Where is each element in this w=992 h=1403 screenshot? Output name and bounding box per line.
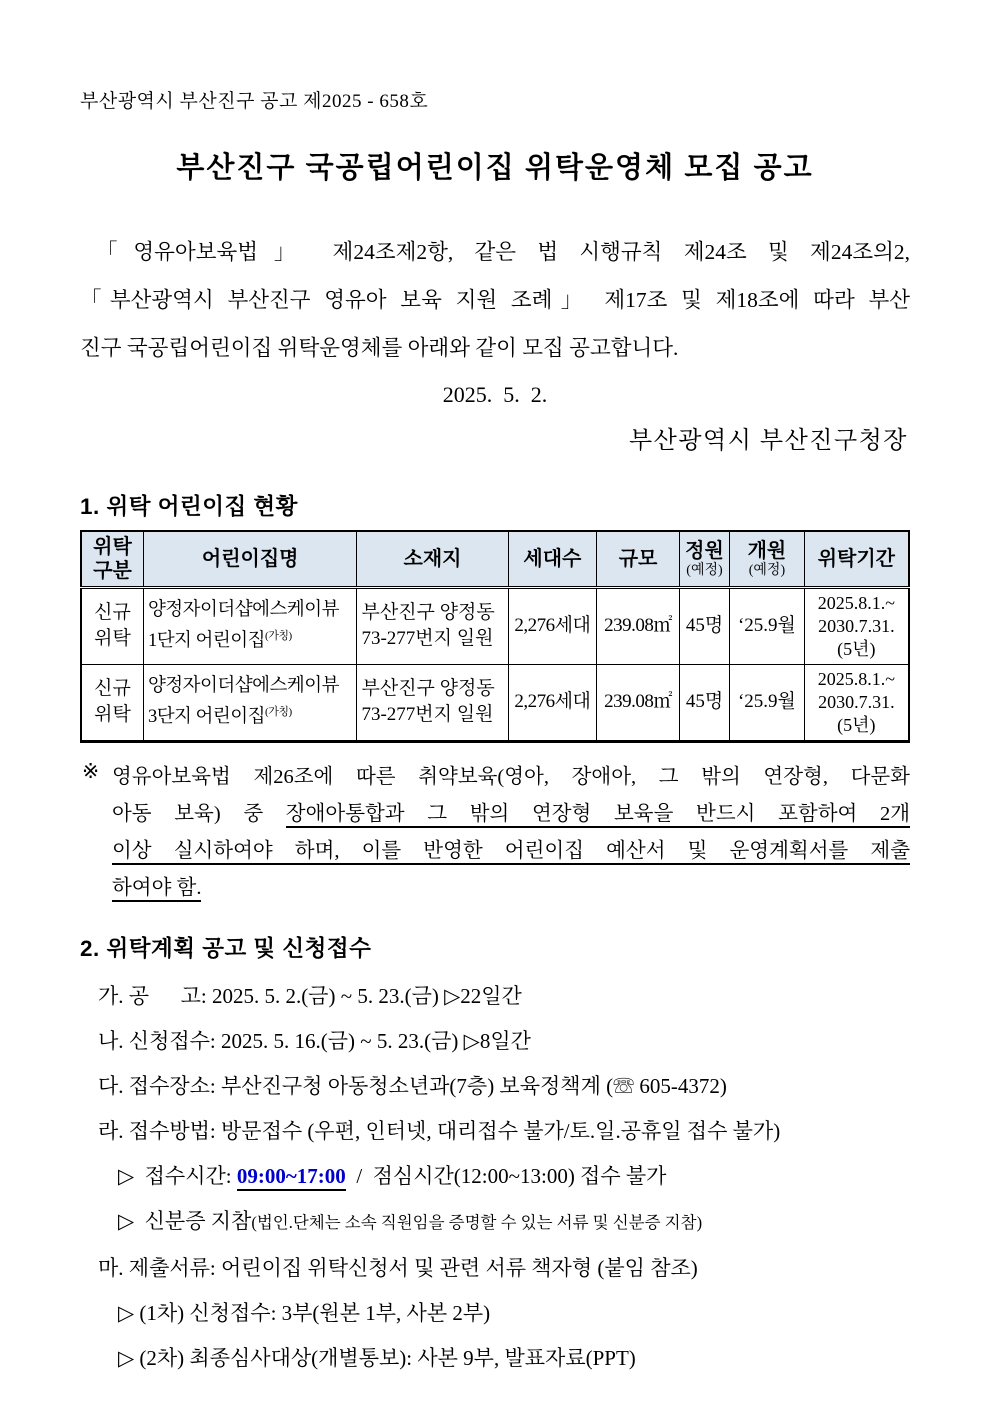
document-date: 2025. 5. 2.: [442, 382, 548, 407]
vulnerable-care-note: [80, 759, 910, 907]
note-line-3-underlined: 이상 실시하여야 하며, 이를 반영한 어린이집 예산서 및 운영계획서를 제출: [112, 840, 910, 865]
cell-capacity: 45명: [679, 587, 729, 664]
cell-period-line2: 2030.7.31.: [818, 691, 895, 712]
sub-item-second-round: ▷ (2차) 최종심사대상(개별통보): 사본 9부, 발표자료(PPT): [118, 1345, 636, 1370]
note-line-2: [112, 796, 910, 833]
intro-line-2: 「부산광역시 부산진구 영유아 보육 지원 조례」 제17조 및 제18조에 따라 부산: [80, 288, 910, 312]
sub-item-first-round: ▷ (1차) 신청접수: 3부(원본 1부, 사본 2부): [118, 1300, 491, 1325]
cell-type-line1: 신규: [94, 678, 131, 699]
table-row: [81, 587, 909, 664]
cell-name-line2: 3단지 어린이집: [147, 707, 266, 728]
sub-item-reception-hours: [118, 1164, 910, 1188]
col-location: 소재지: [357, 531, 508, 587]
intro-line-1: 「영유아보육법」 제24조제2항, 같은 법 시행규칙 제24조 및 제24조의2,: [96, 240, 910, 264]
col-opening-main: 개원: [747, 539, 787, 562]
intro-line-3: 진구 국공립어린이집 위탁운영체를 아래와 같이 모집 공고합니다.: [80, 336, 679, 360]
cell-period: [804, 587, 909, 664]
sub-item-id-required: [118, 1209, 910, 1235]
col-capacity-sub: (예정): [686, 562, 723, 578]
cell-name-line2: 1단지 어린이집: [147, 631, 266, 652]
cell-type-line2: 위탁: [94, 628, 131, 649]
id-required-main: ▷ 신분증 지참: [118, 1208, 252, 1233]
reference-mark: ※: [82, 760, 100, 783]
col-capacity: [679, 531, 729, 587]
note-line-4: [112, 870, 910, 907]
cell-name-superscript: (가칭): [265, 630, 292, 643]
cell-location-line2: 73-277번지 일원: [361, 628, 494, 649]
notice-number: 부산광역시 부산진구 공고 제2025 - 658호: [80, 91, 429, 112]
cell-location: [357, 664, 508, 741]
cell-location: [357, 587, 508, 664]
note-line-1: 영유아보육법 제26조에 따른 취약보육(영아, 장애아, 그 밖의 연장형, 다문화: [112, 765, 910, 788]
intro-paragraph: [80, 228, 910, 372]
id-required-detail: (법인.단체는 소속 직원임을 증명할 수 있는 서류 및 신분증 지참): [251, 1212, 703, 1232]
col-type-line2: 구분: [93, 559, 132, 582]
document-signer: 부산광역시 부산진구청장: [628, 428, 908, 454]
cell-households: 2,276세대: [508, 587, 597, 664]
col-name: 어린이집명: [143, 531, 357, 587]
col-size: 규모: [597, 531, 680, 587]
cell-type: [81, 664, 143, 741]
col-type: [81, 531, 143, 587]
item-application-period: 나. 신청접수: 2025. 5. 16.(금) ~ 5. 23.(금) ▷8일간: [98, 1028, 531, 1053]
section2-heading: 2. 위탁계획 공고 및 신청접수: [80, 935, 372, 961]
cell-location-line1: 부산진구 양정동: [361, 678, 495, 699]
cell-period-line1: 2025.8.1.~: [817, 668, 895, 689]
cell-period-line2: 2030.7.31.: [818, 615, 895, 636]
reception-hours-prefix: ▷ 접수시간:: [118, 1163, 237, 1188]
document-title: 부산진구 국공립어린이집 위탁운영체 모집 공고: [176, 152, 814, 184]
cell-period-line1: 2025.8.1.~: [817, 592, 895, 613]
item-submission-documents: 마. 제출서류: 어린이집 위탁신청서 및 관련 서류 책자형 (붙임 참조): [98, 1255, 698, 1280]
cell-households: 2,276세대: [508, 664, 597, 741]
reception-hours-value: 09:00~17:00: [237, 1164, 346, 1191]
col-period: 위탁기간: [804, 531, 909, 587]
item-announcement-period: 가. 공 고: 2025. 5. 2.(금) ~ 5. 23.(금) ▷22일간: [98, 983, 522, 1008]
col-opening: [730, 531, 805, 587]
item-application-place: 다. 접수장소: 부산진구청 아동청소년과(7층) 보육정책계 (☏ 605-4372): [98, 1073, 727, 1098]
cell-period-line3: (5년): [837, 714, 876, 735]
cell-name-line1: 양정자이더샵에스케이뷰: [147, 676, 340, 697]
cell-name-line1: 양정자이더샵에스케이뷰: [147, 600, 340, 621]
cell-type: [81, 587, 143, 664]
cell-period: [804, 664, 909, 741]
col-households: 세대수: [508, 531, 597, 587]
reception-hours-suffix: / 점심시간(12:00~13:00) 접수 불가: [345, 1163, 667, 1188]
cell-location-line1: 부산진구 양정동: [361, 602, 495, 623]
facility-table: [80, 530, 910, 743]
table-row: [81, 664, 909, 741]
cell-period-line3: (5년): [837, 638, 876, 659]
col-capacity-main: 정원: [685, 539, 724, 562]
cell-size: 239.08㎡: [597, 587, 680, 664]
cell-name-superscript: (가칭): [265, 706, 292, 719]
note-line-4-underlined: 하여야 함.: [112, 877, 201, 902]
cell-type-line2: 위탁: [94, 704, 131, 725]
col-opening-sub: (예정): [748, 562, 786, 578]
cell-location-line2: 73-277번지 일원: [361, 704, 494, 725]
cell-type-line1: 신규: [94, 602, 131, 623]
cell-opening: ‘25.9월: [730, 587, 805, 664]
item-application-method: 라. 접수방법: 방문접수 (우편, 인터넷, 대리접수 불가/토.일.공휴일 접수 불가): [98, 1118, 781, 1143]
section2-body: [80, 984, 910, 1370]
note-line-2-underlined: 장애아통합과 그 밖의 연장형 보육을 반드시 포함하여 2개: [286, 803, 910, 828]
facility-table-header: [81, 531, 909, 587]
header-row: [81, 531, 909, 587]
col-type-line1: 위탁: [93, 535, 132, 558]
note-line-2-plain: 아동 보육) 중: [112, 802, 286, 825]
cell-capacity: 45명: [679, 664, 729, 741]
cell-name: [143, 587, 357, 664]
cell-size: 239.08㎡: [597, 664, 680, 741]
cell-name: [143, 664, 357, 741]
note-line-3: [112, 833, 910, 870]
section1-heading: 1. 위탁 어린이집 현황: [80, 494, 298, 519]
cell-opening: ‘25.9월: [730, 664, 805, 741]
